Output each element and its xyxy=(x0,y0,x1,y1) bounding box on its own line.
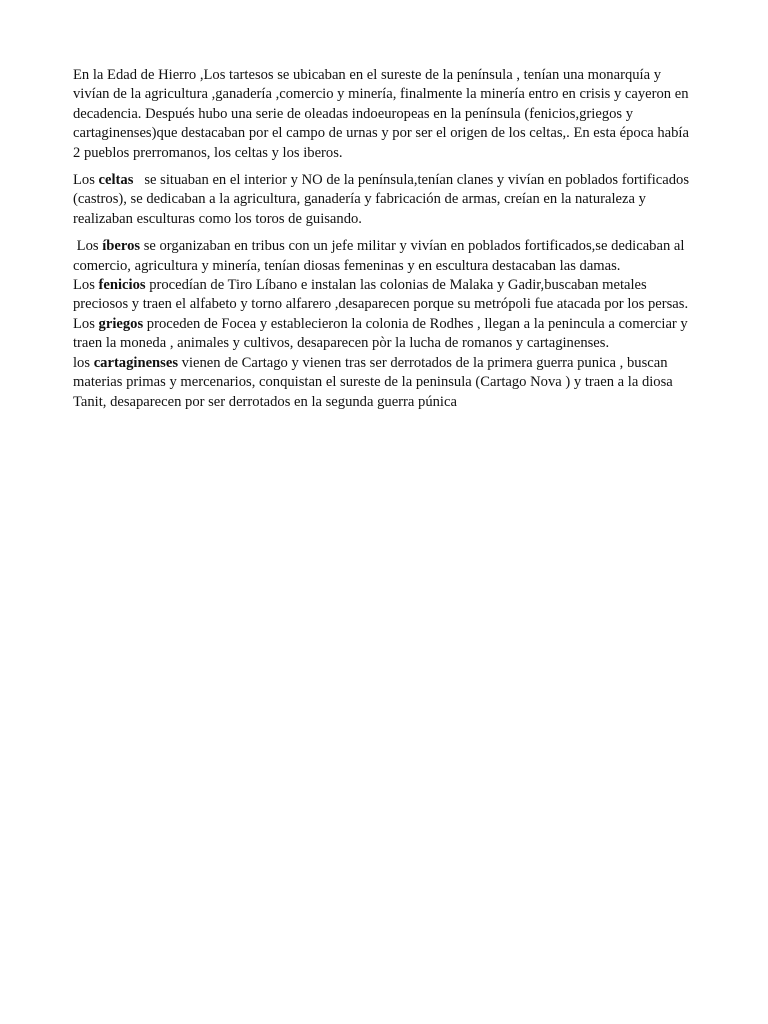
paragraph-lead: Los xyxy=(73,238,103,255)
paragraph-celtas xyxy=(73,171,699,229)
paragraph-iberos xyxy=(73,237,699,276)
paragraph-term: griegos xyxy=(98,315,144,332)
paragraph-text: En la Edad de Hierro ,Los tartesos se ubicaban en el sureste de la península , tenían una monarquía y vivían de la agricultura ,ganadería ,comercio y minería, finalmente la minería entro en crisis y cayeron en decadencia. Después hubo una serie de oleadas indoeuropeas en la península (fenicios,griegos y cartaginenses)que destacaban por el campo de urnas y por ser el origen de los celtas,. En esta época había 2 pueblos prerromanos, los celtas y los iberos. xyxy=(73,67,689,161)
paragraph-lead: los xyxy=(73,354,94,371)
paragraph-lead: Los xyxy=(73,315,99,332)
paragraph-griegos xyxy=(73,315,699,354)
paragraph-text: se situaban en el interior y NO de la península,tenían clanes y vivían en poblados fortificados (castros), se dedicaban a la agricultura, ganadería y fabricación de armas, creían en la naturaleza y realizaban esculturas como los toros de guisando. xyxy=(73,172,693,227)
paragraph-term: fenicios xyxy=(98,277,146,294)
paragraph-cartaginenses xyxy=(73,354,699,412)
paragraph-term: íberos xyxy=(102,238,141,255)
paragraph-edad-de-hierro xyxy=(73,66,699,163)
paragraph-term: celtas xyxy=(98,172,134,189)
paragraph-text: vienen de Cartago y vienen tras ser derrotados de la primera guerra punica , buscan materias primas y mercenarios, conquistan el sureste de la peninsula (Cartago Nova ) y traen a la diosa Tanit, desaparecen por ser derrotados en la segunda guerra púnica xyxy=(73,354,673,410)
paragraph-text: proceden de Focea y establecieron la colonia de Rodhes , llegan a la penincula a comerciar y traen la moneda , animales y cultivos, desaparecen pòr la lucha de romanos y cartaginenses. xyxy=(73,315,688,352)
paragraph-term: cartaginenses xyxy=(93,354,178,371)
paragraph-text: procedían de Tiro Líbano e instalan las colonias de Malaka y Gadir,buscaban metales preciosos y traen el alfabeto y torno alfarero ,desaparecen porque su metrópoli fue atacada por los persas. xyxy=(73,277,689,313)
document-body xyxy=(73,66,699,412)
paragraph-text: se organizaban en tribus con un jefe militar y vivían en poblados fortificados,se dedicaban al comercio, agricultura y minería, tenían diosas femeninas y en escultura destacaban las damas. xyxy=(73,238,685,274)
paragraph-lead: Los xyxy=(73,277,99,294)
paragraph-fenicios xyxy=(73,276,699,315)
paragraph-lead: Los xyxy=(73,172,99,189)
